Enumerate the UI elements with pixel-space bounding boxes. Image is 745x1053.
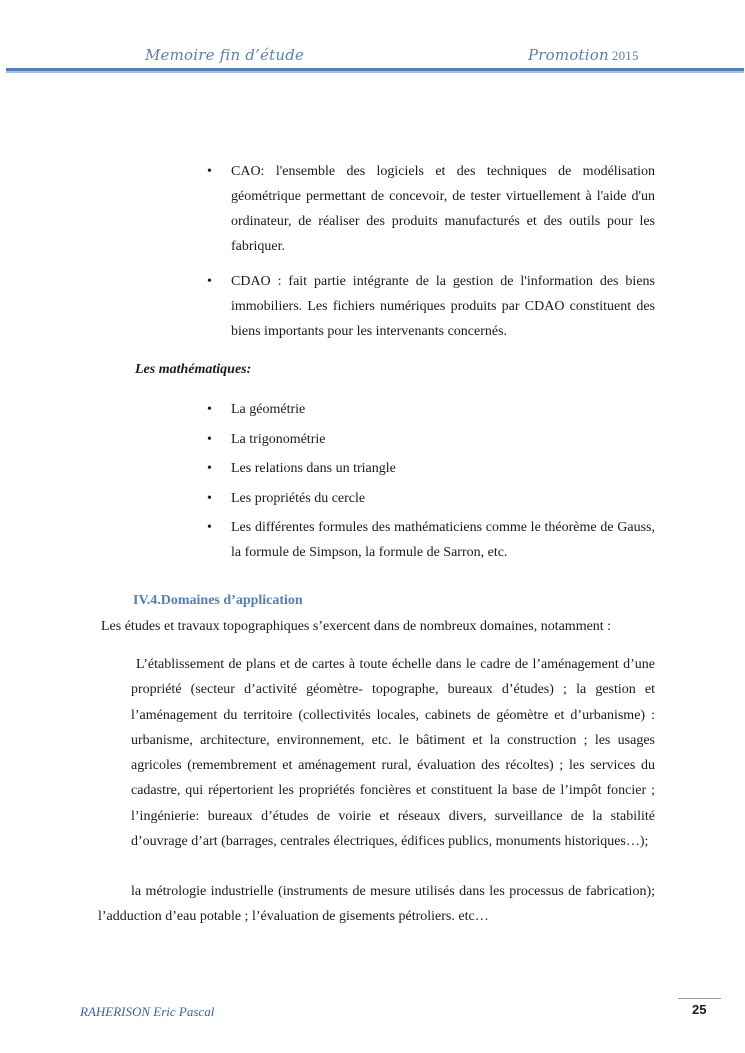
list-item-text: CDAO : fait partie intégrante de la gestion de l'information des biens immobiliers. Les fichiers numériques produits par CDAO constituent des biens importants pour les intervenants concernés.	[231, 274, 655, 339]
section-paragraph: L’établissement de plans et de cartes à toute échelle dans le cadre de l’aménagement d’une propriété (secteur d’activité géomètre- topographe, bureaux d’études) ; la gestion et l’aménagement du territoire (collectivités locales, cabinets de géomètre et d’urbanisme) : urbanisme, architecture, environnement, etc. le bâtiment et la construction ; les usages agricoles (remembrement et aménagement rural, évaluation des récoltes) ; les services du cadastre, qui répertorient les propriétés foncières et constituent la base de l’impôt foncier ; l’ingénierie: bureaux d’études de voirie et réseaux divers, surveillance de la stabilité d’ouvrage d’art (barrages, centrales électriques, édifices publics, monuments historiques…);	[131, 657, 655, 850]
list-item	[207, 159, 655, 259]
list-item	[207, 397, 655, 422]
header-promotion	[528, 46, 639, 64]
bullet-icon: •	[207, 461, 212, 476]
list-item	[207, 427, 655, 452]
list-item-text: La trigonométrie	[231, 431, 326, 447]
list-item-text: Les propriétés du cercle	[231, 490, 366, 506]
bullet-icon: •	[207, 402, 212, 417]
header-rule	[6, 68, 744, 71]
software-bullet-list	[207, 159, 655, 354]
list-item	[207, 515, 655, 565]
list-item	[207, 486, 655, 511]
list-item-text: Les relations dans un triangle	[231, 461, 396, 476]
footer-author: RAHERISON Eric Pascal	[80, 1004, 215, 1019]
bullet-icon: •	[207, 431, 212, 447]
section-paragraph-continued: la métrologie industrielle (instruments de mesure utilisés dans les processus de fabrication); l’adduction d’eau potable ; l’évaluation de gisements pétroliers. etc…	[98, 884, 655, 924]
header-promotion-label: Promotion	[528, 46, 609, 64]
bullet-icon: •	[207, 274, 212, 289]
header-document-title: Memoire fin d’étude	[145, 46, 305, 64]
bullet-icon: •	[207, 490, 212, 506]
list-item	[207, 269, 655, 344]
list-item-text: La géométrie	[231, 402, 306, 417]
section-intro: Les études et travaux topographiques s’exercent dans de nombreux domaines, notamment :	[101, 619, 612, 634]
footer-rule	[678, 998, 721, 999]
page-number: 25	[692, 1002, 707, 1017]
list-item-text: CAO: l'ensemble des logiciels et des techniques de modélisation géométrique permettant de concevoir, de tester virtuellement à l'aide d'un ordinateur, de réaliser des produits manufacturés et des outils pour les fabriquer.	[231, 164, 655, 254]
list-item	[207, 456, 655, 481]
list-item-text: Les différentes formules des mathématiciens comme le théorème de Gauss, la formule de Simpson, la formule de Sarron, etc.	[231, 520, 655, 560]
bullet-icon: •	[207, 164, 212, 179]
math-heading: Les mathématiques:	[135, 362, 252, 377]
math-bullet-list	[207, 397, 655, 570]
bullet-icon: •	[207, 520, 212, 535]
section-title: IV.4.Domaines d’application	[133, 593, 303, 608]
header-promotion-year: 2015	[611, 48, 639, 63]
